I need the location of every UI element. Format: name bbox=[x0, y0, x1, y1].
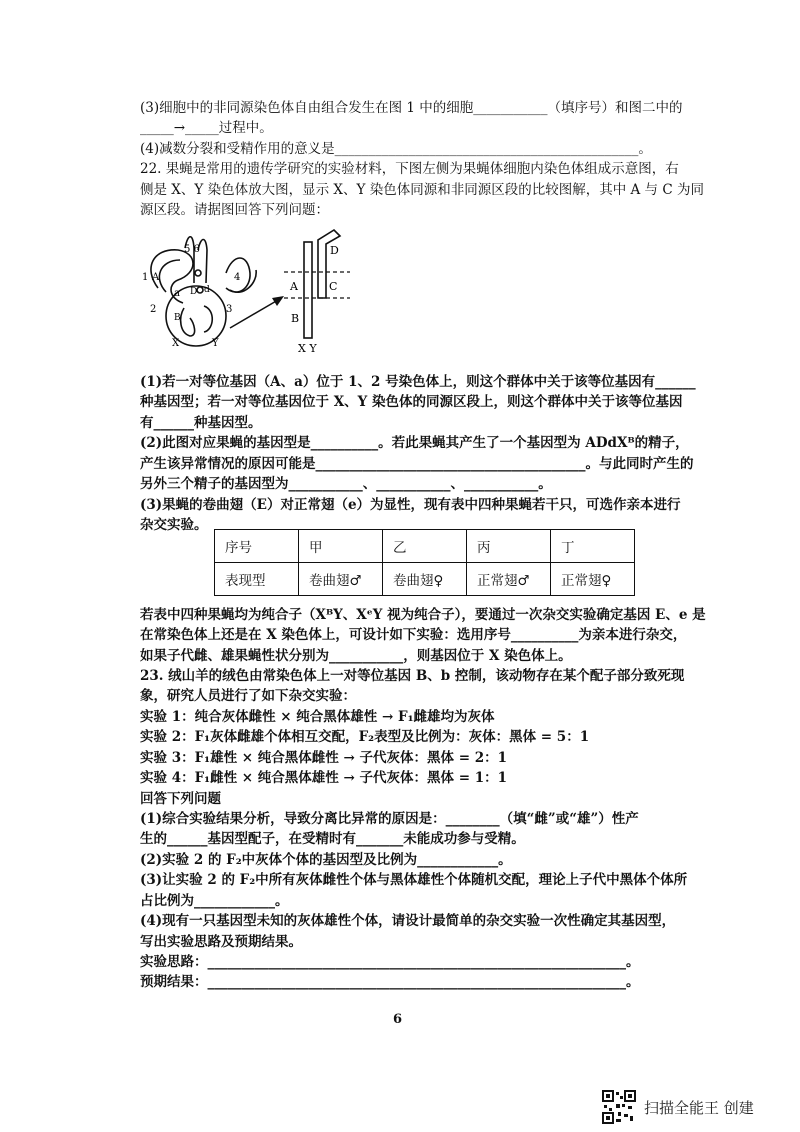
text-line: (3)让实验 2 的 F₂中所有灰体雌性个体与黑体雄性个体随机交配，理论上子代中黑体个体所 bbox=[140, 872, 688, 888]
table-cell: 表现型 bbox=[215, 563, 299, 596]
table-cell: 乙 bbox=[383, 530, 467, 563]
text-line: 实验 4：F₁雌性 × 纯合黑体雄性 → 子代灰体：黑体 = 1：1 bbox=[140, 770, 508, 786]
text-line: 实验 3：F₁雄性 × 纯合黑体雌性 → 子代灰体：黑体 = 2：1 bbox=[140, 750, 508, 766]
label-region-B: B bbox=[291, 312, 300, 325]
table-cell: 丙 bbox=[467, 530, 551, 563]
label-d: d bbox=[204, 285, 210, 295]
arrow-icon bbox=[230, 296, 284, 328]
table-row bbox=[215, 530, 635, 563]
fly-table bbox=[214, 529, 635, 596]
text-line: 如果子代雌、雄果蝇性状分别为___________，则基因位于 X 染色体上。 bbox=[140, 648, 572, 664]
label-1: 1 bbox=[142, 272, 149, 283]
text-line: 22. 果蝇是常用的遗传学研究的实验材料，下图左侧为果蝇体细胞内染色体组成示意图，右 bbox=[140, 161, 679, 177]
label-Y: Y bbox=[212, 338, 219, 349]
label-D: D bbox=[190, 287, 198, 297]
table-cell: 甲 bbox=[299, 530, 383, 563]
text-line: 写出实验思路及预期结果。 bbox=[140, 934, 302, 950]
text-line: 另外三个精子的基因型为___________、___________、___________。 bbox=[140, 476, 552, 492]
text-line: (1)综合实验结果分析，导致分离比异常的原因是：________（填“雌”或“雄”）性产 bbox=[140, 811, 639, 827]
label-X: X bbox=[172, 338, 180, 349]
table-cell: 卷曲翅♀ bbox=[383, 563, 467, 596]
table-row bbox=[215, 563, 635, 596]
text-line: 杂交实验。 bbox=[140, 517, 208, 533]
text-line: (1)若一对等位基因（A、a）位于 1、2 号染色体上，则这个群体中关于该等位基因有______ bbox=[140, 374, 696, 390]
text-line: 占比例为____________。 bbox=[140, 893, 289, 909]
text-line: 产生该异常情况的原因可能是________________________________________。与此同时产生的 bbox=[140, 456, 694, 472]
table-cell: 正常翅♀ bbox=[551, 563, 635, 596]
table-cell: 正常翅♂ bbox=[467, 563, 551, 596]
label-3: 3 bbox=[226, 304, 233, 315]
text-line: _____→_____过程中。 bbox=[140, 120, 273, 136]
text-line: 生的______基因型配子，在受精时有_______未能成功参与受精。 bbox=[140, 831, 525, 847]
text-line: 预期结果：______________________________________________________________。 bbox=[140, 974, 640, 990]
text-line: 23. 绒山羊的绒色由常染色体上一对等位基因 B、b 控制，该动物存在某个配子部分致死现 bbox=[140, 668, 685, 684]
qr-code-icon bbox=[602, 1090, 636, 1124]
text-line: 实验 2：F₁灰体雌雄个体相互交配，F₂表型及比例为：灰体：黑体 = 5：1 bbox=[140, 729, 590, 745]
text-line: 回答下列问题 bbox=[140, 791, 221, 807]
label-x-y: X Y bbox=[298, 342, 317, 355]
label-a: a bbox=[174, 288, 180, 299]
table-cell: 丁 bbox=[551, 530, 635, 563]
text-line: 象，研究人员进行了如下杂交实验： bbox=[140, 688, 356, 704]
text-line: 在常染色体上还是在 X 染色体上，可设计如下实验：选用序号__________为亲本进行杂交， bbox=[140, 627, 687, 643]
text-line: 实验思路：______________________________________________________________。 bbox=[140, 954, 640, 970]
label-4: 4 bbox=[234, 272, 241, 283]
text-line: 源区段。请据图回答下列问题： bbox=[140, 202, 329, 218]
label-5-6: 5 6 bbox=[184, 244, 200, 255]
text-line: (4)减数分裂和受精作用的意义是_____________________________________________。 bbox=[140, 141, 652, 157]
chromosome-diagram bbox=[138, 228, 378, 358]
label-B: B bbox=[174, 313, 181, 323]
label-A: A bbox=[152, 272, 160, 283]
page-number: 6 bbox=[393, 1012, 403, 1027]
scanner-watermark bbox=[602, 1090, 754, 1124]
text-line: (2)此图对应果蝇的基因型是__________。若此果蝇其产生了一个基因型为 ADdXᴮ的精子， bbox=[140, 435, 689, 451]
table-cell: 卷曲翅♂ bbox=[299, 563, 383, 596]
label-2: 2 bbox=[150, 304, 157, 315]
text-line: 侧是 X、Y 染色体放大图，显示 X、Y 染色体同源和非同源区段的比较图解，其中 A 与 C 为同 bbox=[140, 182, 704, 198]
text-line: (2)实验 2 的 F₂中灰体个体的基因型及比例为____________。 bbox=[140, 852, 512, 868]
text-line: 种基因型；若一对等位基因位于 X、Y 染色体的同源区段上，则这个群体中关于该等位基因 bbox=[140, 394, 683, 410]
text-line: 若表中四种果蝇均为纯合子（XᴮY、XᵉY 视为纯合子），要通过一次杂交实验确定基因 E、e 是 bbox=[140, 607, 706, 623]
text-line: (3)细胞中的非同源染色体自由组合发生在图 1 中的细胞___________（填序号）和图二中的 bbox=[140, 100, 683, 116]
label-region-C: C bbox=[329, 280, 338, 293]
text-line: 有______种基因型。 bbox=[140, 415, 262, 431]
label-region-D: D bbox=[330, 244, 339, 257]
footer-text: 扫描全能王 创建 bbox=[644, 1098, 754, 1117]
text-line: (3)果蝇的卷曲翅（E）对正常翅（e）为显性，现有表中四种果蝇若干只，可选作亲本进行 bbox=[140, 497, 681, 513]
label-region-A: A bbox=[290, 280, 298, 293]
table-cell: 序号 bbox=[215, 530, 299, 563]
text-line: 实验 1：纯合灰体雌性 × 纯合黑体雄性 → F₁雌雄均为灰体 bbox=[140, 709, 495, 725]
text-line: (4)现有一只基因型未知的灰体雄性个体，请设计最简单的杂交实验一次性确定其基因型， bbox=[140, 913, 676, 929]
